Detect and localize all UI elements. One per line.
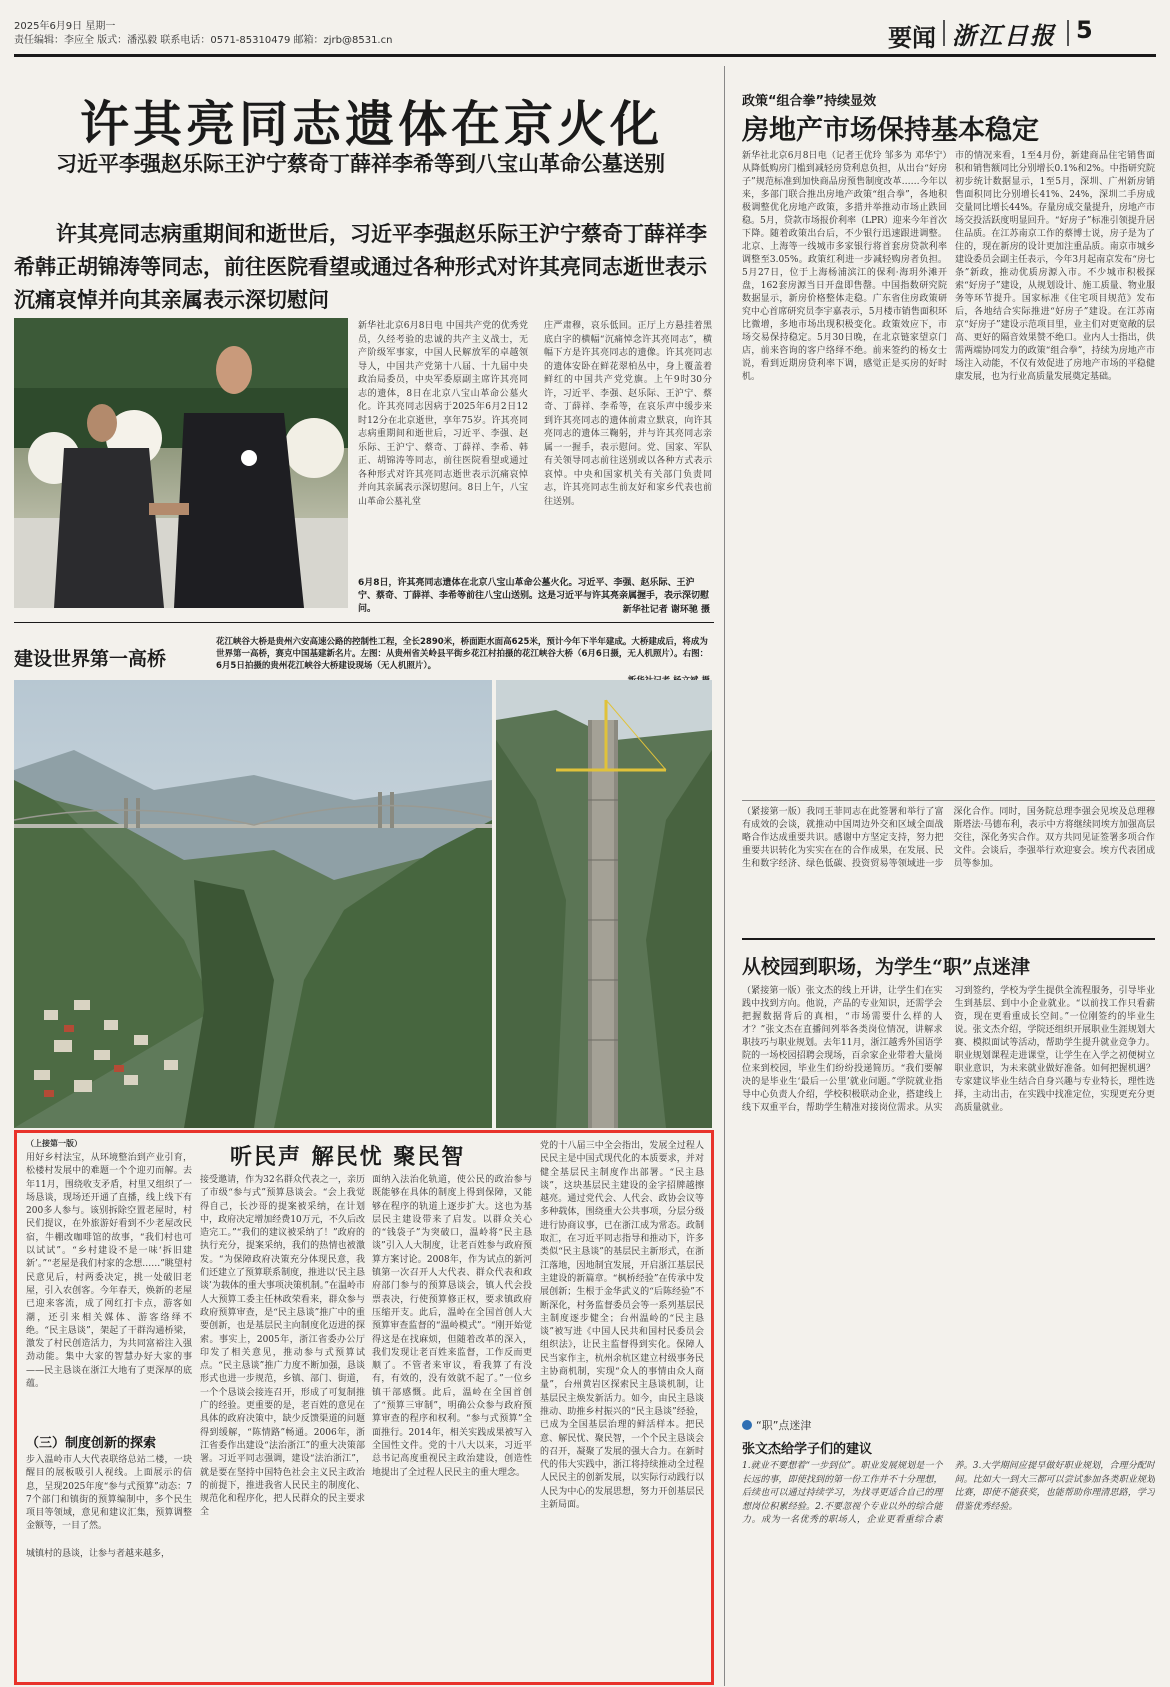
editor-credits: 责任编辑：李应全 版式：潘泓毅 联系电话：0571-85310479 邮箱：zjrb@8531.cn	[14, 35, 393, 46]
issue-date: 2025年6月9日 星期一	[14, 21, 116, 32]
feature-column-2: 接受邀请，作为32名群众代表之一，亲历了市级“参与式”预算恳谈会。“会上我觉得自己，长沙哥的提案被采纳，在计划中，政府决定增加经费10万元，不久后改造完工。”“我们的建议被采纳了！”政府的执行充分，提案采纳，我们的热情也被激发。“为保障政府决策充分体现民意，我们还建立了预算联系制度，推进以‘民主恳谈’为载体的重大事项决策机制。”在温岭市人大预算工委主任林政荣看来，群众参与政府预算审查，是“民主恳谈”推广中的重要创新，也是基层民主向制度化迈进的探索。事实上，2005年，浙江省委办公厅印发了相关意见，推动参与式预算试点。“民主恳谈”推广力度不断加强，恳谈形式也进一步规范，乡镇、部门、街道，一个个恳谈会接连召开，形成了可复制推广的经验。更重要的是，老百姓的意见在具体的政府决策中，缺少反馈渠道的问题得到缓解，“陈情路”畅通。2006年，浙江省委作出建设“法治浙江”的重大决策部署。习近平同志强调，建设“法治浙江”，就是要在坚持中国特色社会主义民主政治的前提下，推进我省人民民主的制度化、规范化和程序化，把人民群众的民主要求全	[200, 1175, 365, 1518]
lead-photo	[14, 318, 348, 608]
realestate-headline: 房地产市场保持基本稳定	[742, 115, 1039, 146]
feature-subhead: （三）制度创新的探索	[26, 1436, 157, 1451]
lead-headline: 许其亮同志遗体在京火化	[80, 95, 664, 153]
column-divider	[724, 66, 725, 1686]
realestate-column-1: 新华社北京6月8日电（记者王优玲 邹多为 邓华宁）从降低购房门槛到减轻房贷利息负担，从出台“好房子”规范标准到加快商品房预售制度改革……今年以来，多部门联合推出房地产政策“组合拳”，各地积极调整优化房地产政策，多措并举推动市场止跌回稳。5月，贷款市场报价利率（LPR）迎来今年首次下降。随着政策出台后，不少银行迅速跟进调整。北京、上海等一线城市多家银行将首套房贷款利率调整至3.05%。政策红利进一步减轻购房者负担。5月27日，位于上海杨浦滨江的保利·海玥外滩开盘，162套房源当日开盘即售罄。中国指数研究院数据显示，新房价格整体走稳。广东省住房政策研究中心首席研究员李宇嘉表示，5月楼市销售面积环比微增，多地市场出现积极变化。政策效应下，市场交易保持稳定。5月30日晚，在北京链家望京门店，前来咨询的客户络绎不绝。前来签约的杨女士说，看到近期房贷利率下调，感觉正是买房的好时机。	[742, 151, 947, 382]
masthead-divider	[943, 20, 945, 46]
masthead-rule	[14, 54, 1156, 57]
bridge-construction-illustration	[496, 680, 712, 1128]
canyon-bridge-illustration	[14, 680, 492, 1128]
farewell-photo-illustration	[14, 318, 348, 608]
feature-jump-label: （上接第一版）	[26, 1139, 82, 1148]
campus-top-rule	[742, 938, 1155, 940]
feature-column-1c: 城镇村的恳谈，让参与者越来越多，	[26, 1549, 171, 1559]
campus-text: （紧接第一版）张文杰的线上开讲，让学生们在实践中找到方向。他说，产品的专业知识，还需学会把握数据背后的真相，“市场需要什么样的人才？”张文杰在直播间列举各类岗位情况，讲解求职技巧与职业规划。去年11月，浙江越秀外国语学院的一场校园招聘会现场，百余家企业带着大量岗位来到校园，毕业生们纷纷投递简历。“我们要解决的是毕业生‘最后一公里’就业问题。”学院就业指导中心负责人介绍，学校积极联动企业，搭建线上线下双重平台，帮助学生精准对接岗位需求。从实习到签约，学校为学生提供全流程服务，引导毕业生到基层、到中小企业就业。“以前找工作只看薪资，现在更看重成长空间。”一位刚签约的毕业生说。张文杰介绍，学院还组织开展职业生涯规划大赛、模拟面试等活动，帮助学生提升就业竞争力。职业规划课程走进课堂，让学生在入学之初便树立职业意识，为未来就业做好准备。如何把握机遇？专家建议毕业生结合自身兴趣与专业特长，理性选择，主动出击，在实践中找准定位，实现更充分更高质量就业。	[742, 986, 1155, 1113]
realestate-jump-text: （紧接第一版）我同王菲同志在此签署和举行了富有成效的会谈，就推动中国周边外交和区域全面战略合作达成重要共识。感谢中方坚定支持，努力把重要共识转化为实实在在的合作成果，在发展、民生和数字经济、绿色低碳、投资贸易等领域进一步深化合作。同时，国务院总理李强会见埃及总理穆斯塔法·马德布利，表示中方将继续同埃方加强高层交往，深化务实合作。双方共同见证签署多项合作文件。会谈后，李强举行欢迎宴会。埃方代表团成员等参加。	[742, 807, 1155, 869]
lead-photo-caption: 6月8日，许其亮同志遗体在北京八宝山革命公墓火化。习近平、李强、赵乐际、王沪宁、蔡奇、丁薛祥、李希等前往八宝山送别。这是习近平与许其亮亲属握手，表示深切慰问。	[358, 578, 710, 614]
section-label: 要闻	[888, 24, 936, 52]
page-number: 5	[1076, 16, 1093, 44]
lead-bottom-rule	[14, 622, 714, 623]
campus-headline: 从校园到职场，为学生“职”点迷津	[742, 956, 1030, 978]
page-divider	[1067, 20, 1069, 46]
bridge-caption: 花江峡谷大桥是贵州六安高速公路的控制性工程，全长2890米，桥面距水面高625米，预计今年下半年建成。大桥建成后，将成为世界第一高桥，赛克中国基建新名片。左图：从贵州省关岭县平街乡花江村拍摄的花江峡谷大桥（6月6日摄，无人机照片）。右图：6月5日拍摄的贵州花江峡谷大桥建设现场（无人机照片）。	[216, 637, 709, 671]
realestate-kicker: 政策“组合拳”持续显效	[742, 94, 877, 109]
paper-name: 浙江日报	[952, 21, 1056, 50]
feature-column-3: 面纳入法治化轨道，使公民的政治参与既能够在具体的制度上得到保障，又能够在程序的轨道上逐步扩大。这也为基层民主建设带来了启发。以群众关心的“钱袋子”为突破口，温岭将“民主恳谈”引入人大制度，让老百姓参与政府预算方案讨论。2008年，作为试点的新河镇第一次召开人大代表、群众代表和政府部门参与的预算恳谈会，镇人代会投票表决，行使预算修正权，要求镇政府压缩开支。此后，温岭在全国首创人大预算审查监督的“温岭模式”。“刚开始觉得这是在找麻烦，但随着改革的深入，我们发现让老百姓来监督，工作反而更顺了。不管者来审议，看我算了有没有，有效的，没有效就不起了。”一位乡镇干部感慨。此后，温岭在全国首创了“预算三审制”，明确公众参与政府预算审查的程序和权利。“参与式预算”全面推行。2014年，相关实践成果被写入全国性文件。党的十八大以来，习近平总书记高度重视民主政治建设，创造性地提出了全过程人民民主的重大理念。	[372, 1175, 532, 1478]
realestate-column-2: 市的情况来看，1至4月份，新建商品住宅销售面积和销售额同比分别增长0.1%和2%。中指研究院初步统计数据显示，1至5月，深圳、广州新房销售面积同比分别增长41%、24%，深圳二手房成交量同比增长44%。存量房成交量提升，房地产市场交投活跃度明显回升。“好房子”标准引领提升居住品质。在江苏南京工作的蔡博士说，房子是为了住的，现在新房的设计更加注重品质。南京市城乡建设委员会副主任表示，今年3月起南京发布“房七条”新政，推动优质房源入市。不少城市积极探索“好房子”建设，从规划设计、施工质量、物业服务等环节提升。国家标准《住宅项目规范》发布后，各地结合实际推进“好房子”建设。在江苏南京“好房子”建设示范项目里，业主们对更宽敞的层高、更好的隔音效果赞不绝口。业内人士指出，供需两端协同发力的政策“组合拳”，持续为房地产市场注入动能，不仅有效促进了房地产市场的平稳健康发展，也为行业高质量发展奠定基础。	[955, 151, 1155, 382]
feature-headline: 听民声 解民忧 聚民智	[230, 1144, 466, 1170]
lead-deck-1: 习近平李强赵乐际王沪宁蔡奇丁薛祥李希等到八宝山革命公墓送别	[56, 152, 665, 176]
feature-column-1: 用好乡村法宝，从环境整治到产业引育，松楼村发展中的难题一个个迎刃而解。去年11月，围绕收支矛盾，村里又组织了一场恳谈，现场还开通了直播，线上线下有200多人参与。该别拆除空置老屋时，村民们提议，在外旅游好看到不少老屋改民宿，牛棚改咖啡馆的故事，“我们村也可以试试”。“乡村建设不是一味‘拆旧建新’。”“老屋是我们村家的念想……”眺望村民意见后，村两委决定，挑一处破旧老屋，引入农创客。今年春天，焕新的老屋已迎来客流，成了网红打卡点，游客如潮，还引来相关媒体、游客络绎不绝。“民主恳谈”，架起了干群沟通桥梁，激发了村民创造活力，为共同富裕注入强劲动能。集中大家的智慧办好大家的事——民主恳谈在浙江大地有了更深厚的底蕴。	[26, 1153, 192, 1390]
bullet-dot-icon	[742, 1420, 752, 1430]
lead-column-2: 庄严肃穆，哀乐低回。正厅上方悬挂着黑底白字的横幅“沉痛悼念许其亮同志”，横幅下方是许其亮同志的遗像。许其亮同志的遗体安卧在鲜花翠柏丛中，身上覆盖着鲜红的中国共产党党旗。上午9时30分许，习近平、李强、赵乐际、王沪宁、蔡奇、丁薛祥、李希等，在哀乐声中缓步来到许其亮同志的遗体前肃立默哀，向许其亮同志的遗体三鞠躬，并与许其亮同志亲属一一握手，表示慰问。党、国家、军队有关领导同志前往送别或以各种方式表示哀悼。中央和国家机关有关部门负责同志，许其亮同志生前友好和家乡代表也前往送别。	[544, 321, 712, 507]
lead-photo-credit: 新华社记者 谢环驰 摄	[622, 605, 710, 615]
campus-subhead: 张文杰给学子们的建议	[742, 1442, 873, 1457]
bridge-headline: 建设世界第一高桥	[14, 648, 167, 670]
feature-column-4: 党的十八届三中全会指出，发展全过程人民民主是中国式现代化的本质要求，并对健全基层民主制度作出部署。“民主恳谈”，这块基层民主建设的金字招牌越擦越亮。通过党代会、人代会、政协会议等多种载体，围绕重大公共事项，分层分级进行协商议事，已在浙江成为常态。政制取汇，在习近平同志指导和推动下，许多类似“民主恳谈”的基层民主新形式，在浙江落地，因地制宜发展，开启浙江基层民主建设的新篇章。“枫桥经验”在传承中发展创新；生根于金华武义的“后陈经验”不断深化，村务监督委员会等一系列基层民主制度逐步健全；台州温岭的“民主恳谈”被写进《中国人民共和国村民委员会组织法》，让民主监督得到实化。保障人民当家作主，杭州余杭区建立村级事务民主协商机制，实现“众人的事情由众人商量”，台州黄岩区探索民主恳谈机制，让基层民主焕发新活力。如今，由民主恳谈推动、助推乡村振兴的“民主恳谈”经验，已成为全国基层治理的鲜活样本。把民意、解民忧、聚民智，一个个民主恳谈会的召开，凝聚了发展的强大合力。在新时代的伟大实践中，浙江将持续推动全过程人民民主的创新发展，以实际行动践行以人民为中心的发展思想，努力开创基层民主新局面。	[540, 1141, 704, 1511]
lead-column-1: 新华社北京6月8日电 中国共产党的优秀党员，久经考验的忠诚的共产主义战士，无产阶级军事家，中国人民解放军的卓越领导人，中国共产党第十八届、十九届中央政治局委员，中央军委原副主席许其亮同志的遗体，8日在北京八宝山革命公墓火化。许其亮同志因病于2025年6月2日12时12分在北京逝世，享年75岁。许其亮同志病重期间和逝世后，习近平、李强、赵乐际、王沪宁、蔡奇、丁薛祥、李希、韩正、胡锦涛等同志，前往医院看望或通过各种形式对许其亮同志逝世表示沉痛哀悼并向其亲属表示深切慰问。8日上午，八宝山革命公墓礼堂	[358, 321, 528, 507]
campus-tips: 1.就业不要想着“一步到位”。职业发展规划是一个长远的事，即使找到的第一份工作并不十分理想，后续也可以通过持续学习，为找寻更适合自己的理想岗位积累经验。2.不要忽视个专业以外的综合能力。成为一名优秀的职场人，企业更看重综合素养。3.大学期间应提早做好职业规划，合理分配时间。比如大一到大三都可以尝试参加各类职业规划比赛，即使不能获奖，也能帮助你理清思路，学习借鉴优秀经验。	[742, 1461, 1155, 1525]
feature-column-1b: 步入温岭市人大代表联络总站二楼，一块醒目的展板吸引人视线。上面展示的信息，呈现2025年度“参与式预算”动态：77个部门和镇街的预算编制中，多个民生项目等领域，意见和建议汇集，预算调整金额等，一目了然。	[26, 1455, 192, 1532]
campus-subhead-kicker: “职”点迷津	[756, 1419, 812, 1432]
lead-deck-2: 许其亮同志病重期间和逝世后，习近平李强赵乐际王沪宁蔡奇丁薛祥李希韩正胡锦涛等同志，前往医院看望或通过各种形式对许其亮同志逝世表示沉痛哀悼并向其亲属表示深切慰问	[14, 222, 707, 312]
bridge-photo-left	[14, 680, 492, 1128]
bridge-photo-right	[496, 680, 712, 1128]
realestate-rule	[742, 800, 1155, 801]
